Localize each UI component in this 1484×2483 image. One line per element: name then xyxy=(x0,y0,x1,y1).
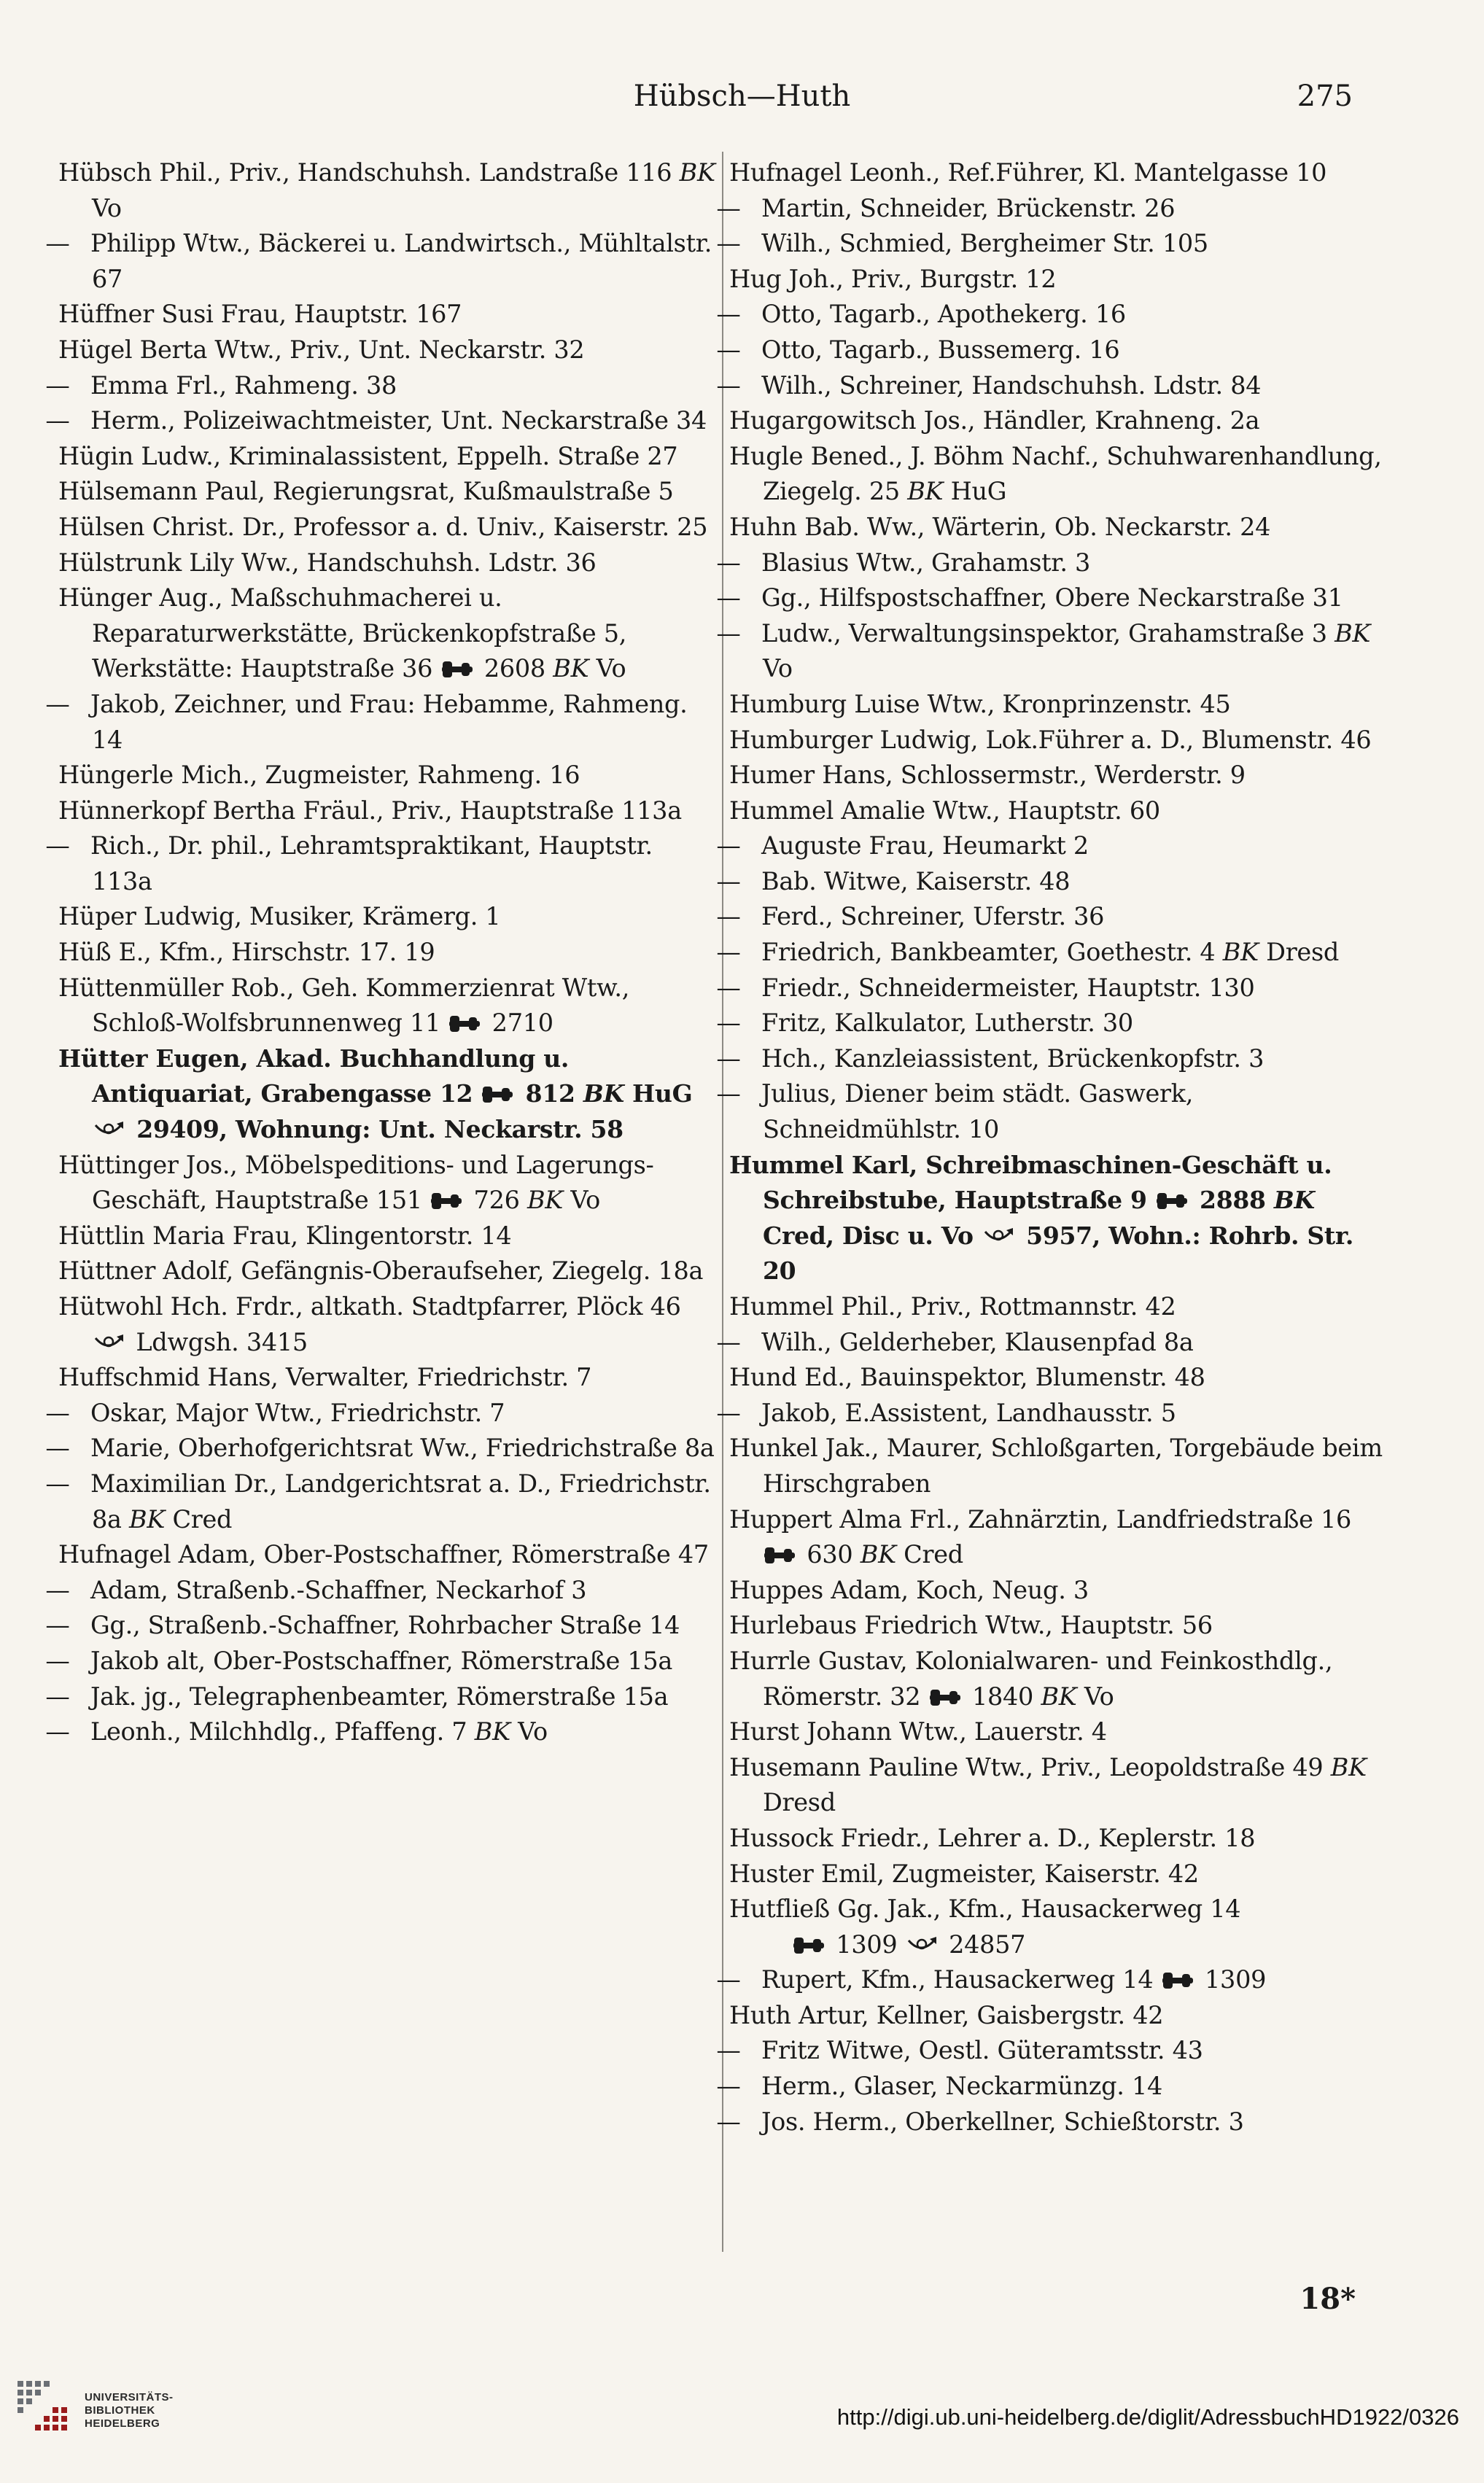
entry-text: Vo xyxy=(1076,1682,1114,1711)
directory-entry xyxy=(729,1644,1389,1714)
entry-text: Herm., Polizeiwachtmeister, Unt. Neckarstraße 34 xyxy=(90,406,707,435)
entry-text: Jakob alt, Ober-Postschaffner, Römerstraße 15a xyxy=(90,1646,673,1675)
ditto-dash: — xyxy=(716,1965,741,1994)
directory-entry xyxy=(45,1573,718,1609)
entry-text: Hurst Johann Wtw., Lauerstr. 4 xyxy=(729,1717,1107,1746)
directory-entry xyxy=(716,1006,1389,1041)
entry-text: Vo xyxy=(588,654,626,683)
entry-text: Hummel Karl, Schreibmaschinen-Geschäft u. Schreibstube, Hauptstraße 9 xyxy=(729,1150,1332,1215)
bank-abbreviation: BK xyxy=(527,1186,563,1215)
directory-entry xyxy=(45,1644,718,1679)
directory-entry xyxy=(58,758,718,793)
ditto-dash: — xyxy=(716,583,741,613)
directory-entry xyxy=(58,1360,718,1396)
bank-abbreviation: BK xyxy=(474,1717,510,1746)
entry-text: Hüß E., Kfm., Hirschstr. 17. 19 xyxy=(58,938,435,967)
ditto-dash: — xyxy=(45,1575,70,1604)
postal-horn-icon xyxy=(93,1121,124,1140)
directory-entry xyxy=(58,1148,718,1219)
entry-text: Hch., Kanzleiassistent, Brückenkopfstr. 3 xyxy=(761,1044,1264,1073)
ditto-dash: — xyxy=(716,1079,741,1108)
directory-entry xyxy=(716,2105,1389,2140)
postal-horn-icon xyxy=(906,1936,937,1955)
directory-entry xyxy=(716,1325,1389,1361)
directory-entry xyxy=(45,403,718,439)
ditto-dash: — xyxy=(716,1044,741,1073)
entry-text: 5957, Wohn.: Rohrb. Str. 20 xyxy=(763,1221,1354,1286)
directory-entry xyxy=(716,368,1389,404)
directory-entry xyxy=(716,899,1389,935)
bank-abbreviation: BK xyxy=(679,158,715,187)
ditto-dash: — xyxy=(716,2036,741,2065)
directory-entry xyxy=(716,226,1389,262)
entry-text: Cred xyxy=(165,1504,233,1534)
directory-entry xyxy=(45,1608,718,1644)
directory-entry xyxy=(729,1998,1389,2034)
entry-text: Hüngerle Mich., Zugmeister, Rahmeng. 16 xyxy=(58,761,580,790)
bank-abbreviation: BK xyxy=(1335,618,1371,648)
entry-text: Julius, Diener beim städt. Gaswerk, Schneidmühlstr. 10 xyxy=(761,1079,1194,1144)
entry-text: 1840 xyxy=(964,1682,1041,1711)
directory-entry xyxy=(58,545,718,581)
telephone-icon xyxy=(442,660,473,679)
entry-text: Vo xyxy=(563,1186,601,1215)
ditto-dash: — xyxy=(716,1327,741,1356)
directory-entry xyxy=(45,226,718,297)
directory-entry xyxy=(58,1219,718,1254)
entry-text: Wilh., Schmied, Bergheimer Str. 105 xyxy=(761,229,1208,258)
ditto-dash: — xyxy=(45,689,70,718)
directory-entry xyxy=(716,2033,1389,2069)
entry-text: Leonh., Milchhdlg., Pfaffeng. 7 xyxy=(90,1717,475,1746)
page-number: 275 xyxy=(1297,79,1353,113)
entry-text: Hüttlin Maria Frau, Klingentorstr. 14 xyxy=(58,1221,512,1250)
ditto-dash: — xyxy=(45,1469,70,1498)
entry-text: Hüper Ludwig, Musiker, Krämerg. 1 xyxy=(58,902,501,931)
entry-text: HuG xyxy=(943,477,1007,506)
ditto-dash: — xyxy=(716,618,741,648)
entry-text: Humburg Luise Wtw., Kronprinzenstr. 45 xyxy=(729,689,1231,718)
directory-entry xyxy=(729,723,1389,758)
ditto-dash: — xyxy=(716,2072,741,2101)
entry-text: Otto, Tagarb., Apothekerg. 16 xyxy=(761,300,1126,329)
entry-text: Hülstrunk Lily Ww., Handschuhsh. Ldstr. 36 xyxy=(58,548,597,577)
entry-text: 24857 xyxy=(941,1930,1026,1959)
entry-text: 29409, Wohnung: Unt. Neckarstr. 58 xyxy=(128,1115,623,1144)
ditto-dash: — xyxy=(45,229,70,258)
directory-entry xyxy=(58,935,718,971)
entry-text: Hummel Amalie Wtw., Hauptstr. 60 xyxy=(729,796,1160,825)
directory-entry xyxy=(45,1396,718,1431)
entry-text: Humer Hans, Schlossermstr., Werderstr. 9 xyxy=(729,761,1246,790)
entry-text: Vo xyxy=(763,654,793,683)
directory-entry xyxy=(58,155,718,226)
directory-entry xyxy=(58,793,718,829)
logo-line: HEIDELBERG xyxy=(85,2417,160,2430)
library-logo-text xyxy=(85,2391,174,2430)
entry-text: Hübsch Phil., Priv., Handschuhsh. Landstraße 116 xyxy=(58,158,680,187)
entry-text: Fritz Witwe, Oestl. Güteramtsstr. 43 xyxy=(761,2036,1203,2065)
entry-text: Ldwgsh. 3415 xyxy=(128,1327,308,1356)
entry-text: Dresd xyxy=(1258,938,1339,967)
directory-entry xyxy=(716,191,1389,227)
ditto-dash: — xyxy=(716,1398,741,1427)
telephone-icon xyxy=(482,1085,513,1104)
ditto-dash: — xyxy=(45,1646,70,1675)
bank-abbreviation: BK xyxy=(553,654,589,683)
entry-text: HuG xyxy=(623,1079,693,1108)
logo-line: BIBLIOTHEK xyxy=(85,2404,155,2417)
entry-text: Hussock Friedr., Lehrer a. D., Keplerstr. 18 xyxy=(729,1823,1256,1852)
directory-entry xyxy=(729,1750,1389,1821)
ditto-dash: — xyxy=(45,1434,70,1463)
entry-text: Auguste Frau, Heumarkt 2 xyxy=(761,831,1089,860)
entry-text: Hülsen Christ. Dr., Professor a. d. Univ., Kaiserstr. 25 xyxy=(58,512,708,541)
directory-entry xyxy=(45,687,718,758)
entry-text: Hugle Bened., J. Böhm Nachf., Schuhwarenhandlung, Ziegelg. 25 xyxy=(729,441,1382,506)
telephone-icon xyxy=(1162,1971,1193,1990)
entry-text: Blasius Wtw., Grahamstr. 3 xyxy=(761,548,1091,577)
directory-entry xyxy=(45,368,718,404)
directory-entry xyxy=(729,1714,1389,1750)
entry-text: Wilh., Schreiner, Handschuhsh. Ldstr. 84 xyxy=(761,370,1262,400)
ditto-dash: — xyxy=(716,973,741,1002)
entry-text: Hüttinger Jos., Möbelspeditions- und Lagerungs-Geschäft, Hauptstraße 151 xyxy=(58,1150,654,1215)
ditto-dash: — xyxy=(45,370,70,400)
postal-horn-icon xyxy=(983,1227,1014,1246)
telephone-icon xyxy=(431,1192,462,1211)
directory-entry xyxy=(716,935,1389,971)
directory-entry xyxy=(45,828,718,899)
ditto-dash: — xyxy=(716,831,741,860)
library-logo xyxy=(16,2374,213,2461)
ditto-dash: — xyxy=(716,1009,741,1038)
directory-entry xyxy=(716,1041,1389,1077)
ditto-dash: — xyxy=(45,1717,70,1746)
entry-text: Gg., Hilfspostschaffner, Obere Neckarstraße 31 xyxy=(761,583,1343,613)
ditto-dash: — xyxy=(716,2107,741,2136)
entry-text: Husemann Pauline Wtw., Priv., Leopoldstraße 49 xyxy=(729,1752,1331,1781)
left-column xyxy=(45,155,718,1750)
signature-mark: 18* xyxy=(1300,2282,1356,2316)
telephone-icon xyxy=(793,1936,824,1955)
entry-text: Dresd xyxy=(763,1788,836,1817)
directory-entry xyxy=(45,1679,718,1715)
directory-entry xyxy=(58,580,718,687)
entry-text: Oskar, Major Wtw., Friedrichstr. 7 xyxy=(90,1398,505,1427)
directory-entry xyxy=(729,687,1389,723)
entry-text: Wilh., Gelderheber, Klausenpfad 8a xyxy=(761,1327,1194,1356)
ditto-dash: — xyxy=(716,370,741,400)
entry-text: Hummel Phil., Priv., Rottmannstr. 42 xyxy=(729,1292,1176,1321)
entry-text: Jakob, E.Assistent, Landhausstr. 5 xyxy=(761,1398,1176,1427)
column-divider xyxy=(722,152,723,2252)
entry-text: Hufnagel Leonh., Ref.Führer, Kl. Mantelgasse 10 xyxy=(729,158,1327,187)
entry-text: 2608 xyxy=(476,654,553,683)
bank-abbreviation: BK xyxy=(1330,1752,1367,1781)
entry-text: Hunkel Jak., Maurer, Schloßgarten, Torgebäude beim Hirschgraben xyxy=(729,1434,1383,1498)
directory-entry xyxy=(716,1962,1389,1998)
directory-entry xyxy=(716,1076,1389,1147)
entry-text: Friedr., Schneidermeister, Hauptstr. 130 xyxy=(761,973,1255,1002)
directory-entry xyxy=(729,758,1389,793)
entry-text: Humburger Ludwig, Lok.Führer a. D., Blumenstr. 46 xyxy=(729,725,1372,754)
entry-text: Hütter Eugen, Akad. Buchhandlung u. Antiquariat, Grabengasse 12 xyxy=(58,1044,570,1108)
bank-abbreviation: BK xyxy=(860,1540,896,1569)
bank-abbreviation: BK xyxy=(1041,1682,1077,1711)
ditto-dash: — xyxy=(716,229,741,258)
entry-text: 2710 xyxy=(484,1009,553,1038)
ditto-dash: — xyxy=(45,1682,70,1711)
ditto-dash: — xyxy=(716,902,741,931)
directory-entry xyxy=(729,1573,1389,1609)
directory-entry xyxy=(716,333,1389,368)
directory-entry xyxy=(729,439,1389,510)
directory-entry xyxy=(58,1537,718,1573)
entry-text: Martin, Schneider, Brückenstr. 26 xyxy=(761,193,1176,222)
entry-text: Jos. Herm., Oberkellner, Schießtorstr. 3 xyxy=(761,2107,1244,2136)
directory-entry xyxy=(729,155,1389,191)
entry-text: 2888 xyxy=(1191,1186,1274,1215)
entry-text: Adam, Straßenb.-Schaffner, Neckarhof 3 xyxy=(90,1575,587,1604)
entry-text: Ferd., Schreiner, Uferstr. 36 xyxy=(761,902,1105,931)
entry-text: Huppes Adam, Koch, Neug. 3 xyxy=(729,1575,1089,1604)
entry-text: Hülsemann Paul, Regierungsrat, Kußmaulstraße 5 xyxy=(58,477,674,506)
bank-abbreviation: BK xyxy=(1222,938,1259,967)
directory-entry xyxy=(729,1502,1389,1573)
ditto-dash: — xyxy=(45,1611,70,1640)
ditto-dash: — xyxy=(45,406,70,435)
telephone-icon xyxy=(930,1688,960,1707)
directory-entry xyxy=(729,1892,1389,1927)
entry-text: Hüffner Susi Frau, Hauptstr. 167 xyxy=(58,300,462,329)
directory-entry xyxy=(58,297,718,333)
entry-text: Jakob, Zeichner, und Frau: Hebamme, Rahmeng. 14 xyxy=(90,689,688,754)
entry-text: Huth Artur, Kellner, Gaisbergstr. 42 xyxy=(729,2000,1164,2029)
entry-text: Hutfließ Gg. Jak., Kfm., Hausackerweg 14 xyxy=(729,1895,1241,1924)
directory-entry xyxy=(729,262,1389,298)
entry-text: Hugargowitsch Jos., Händler, Krahneng. 2a xyxy=(729,406,1260,435)
right-column xyxy=(716,155,1389,2140)
entry-text: Hünnerkopf Bertha Fräul., Priv., Hauptstraße 113a xyxy=(58,796,682,825)
directory-entry xyxy=(58,1041,718,1148)
directory-entry xyxy=(729,1608,1389,1644)
entry-text: Hütwohl Hch. Frdr., altkath. Stadtpfarrer, Plöck 46 xyxy=(58,1292,681,1321)
bank-abbreviation: BK xyxy=(583,1079,624,1108)
entry-text: Hurlebaus Friedrich Wtw., Hauptstr. 56 xyxy=(729,1611,1213,1640)
directory-entry xyxy=(716,1396,1389,1431)
directory-entry xyxy=(729,1857,1389,1892)
entry-text: Hüttner Adolf, Gefängnis-Oberaufseher, Ziegelg. 18a xyxy=(58,1256,704,1286)
directory-entry xyxy=(58,439,718,475)
entry-text: 1309 xyxy=(1197,1965,1267,1994)
directory-entry xyxy=(58,1289,718,1360)
entry-text: Hurrle Gustav, Kolonialwaren- und Feinkosthdlg., Römerstr. 32 xyxy=(729,1646,1333,1711)
directory-entry xyxy=(729,510,1389,545)
directory-entry xyxy=(716,580,1389,616)
entry-text: Otto, Tagarb., Bussemerg. 16 xyxy=(761,335,1120,364)
entry-text: Jak. jg., Telegraphenbeamter, Römerstraße 15a xyxy=(90,1682,669,1711)
entry-text: Herm., Glaser, Neckarmünzg. 14 xyxy=(761,2072,1162,2101)
entry-text: Maximilian Dr., Landgerichtsrat a. D., Friedrichstr. 8a xyxy=(90,1469,711,1534)
entry-text: 726 xyxy=(466,1186,527,1215)
entry-text: Rupert, Kfm., Hausackerweg 14 xyxy=(761,1965,1161,1994)
entry-text: Philipp Wtw., Bäckerei u. Landwirtsch., Mühltalstr. 67 xyxy=(90,229,712,293)
entry-text: Gg., Straßenb.-Schaffner, Rohrbacher Straße 14 xyxy=(90,1611,680,1640)
ditto-dash: — xyxy=(716,938,741,967)
library-logo-icon xyxy=(16,2379,74,2438)
directory-entry xyxy=(716,297,1389,333)
directory-entry xyxy=(716,616,1389,687)
directory-entry xyxy=(58,971,718,1041)
directory-entry xyxy=(45,1431,718,1466)
ditto-dash: — xyxy=(716,548,741,577)
entry-text: Cred, Disc u. Vo xyxy=(763,1221,982,1250)
entry-text: Vo xyxy=(510,1717,548,1746)
ditto-dash: — xyxy=(716,300,741,329)
ditto-dash: — xyxy=(45,1398,70,1427)
entry-text: Hug Joh., Priv., Burgstr. 12 xyxy=(729,264,1057,293)
directory-entry xyxy=(729,1431,1389,1501)
ditto-dash: — xyxy=(45,831,70,860)
entry-text: Ludw., Verwaltungsinspektor, Grahamstraße 3 xyxy=(761,618,1335,648)
bank-abbreviation: BK xyxy=(1273,1186,1315,1215)
entry-text: Hufnagel Adam, Ober-Postschaffner, Römerstraße 47 xyxy=(58,1540,709,1569)
directory-entry xyxy=(716,971,1389,1006)
ditto-dash: — xyxy=(716,193,741,222)
page-header xyxy=(0,76,1484,117)
entry-text: Vo xyxy=(92,193,122,222)
bank-abbreviation: BK xyxy=(129,1504,166,1534)
directory-entry xyxy=(58,333,718,368)
entry-text: Hügin Ludw., Kriminalassistent, Eppelh. Straße 27 xyxy=(58,441,678,470)
entry-text: Hüttenmüller Rob., Geh. Kommerzienrat Wtw., Schloß-Wolfsbrunnenweg 11 xyxy=(58,973,630,1038)
entry-text: Hünger Aug., Maßschuhmacherei u. Reparaturwerkstätte, Brückenkopfstraße 5, Werkstätte: Hauptstraße 36 xyxy=(58,583,627,683)
directory-entry xyxy=(58,510,718,545)
entry-text: Huffschmid Hans, Verwalter, Friedrichstr. 7 xyxy=(58,1363,592,1392)
entry-text: Huster Emil, Zugmeister, Kaiserstr. 42 xyxy=(729,1859,1199,1888)
directory-entry xyxy=(716,2069,1389,2105)
running-title: Hübsch—Huth xyxy=(633,79,851,113)
entry-text: 812 xyxy=(517,1079,583,1108)
entry-text: Emma Frl., Rahmeng. 38 xyxy=(90,370,397,400)
source-url[interactable]: http://digi.ub.uni-heidelberg.de/diglit/AdressbuchHD1922/0326 xyxy=(836,2404,1459,2430)
entry-text: 630 xyxy=(799,1540,861,1569)
ditto-dash: — xyxy=(716,335,741,364)
directory-entry xyxy=(716,545,1389,581)
entry-text: Fritz, Kalkulator, Lutherstr. 30 xyxy=(761,1009,1133,1038)
entry-text: Cred xyxy=(896,1540,963,1569)
entry-text: Huppert Alma Frl., Zahnärztin, Landfriedstraße 16 xyxy=(729,1504,1351,1534)
directory-entry xyxy=(716,864,1389,900)
directory-entry xyxy=(729,1360,1389,1396)
directory-entry xyxy=(729,1148,1389,1289)
postal-horn-icon xyxy=(93,1334,124,1353)
directory-entry xyxy=(729,403,1389,439)
telephone-icon xyxy=(764,1546,795,1565)
directory-entry xyxy=(45,1714,718,1750)
directory-entry xyxy=(729,793,1389,829)
telephone-icon xyxy=(1157,1192,1187,1211)
telephone-icon xyxy=(449,1014,480,1033)
ditto-dash: — xyxy=(716,866,741,895)
directory-entry xyxy=(58,899,718,935)
logo-line: UNIVERSITÄTS- xyxy=(85,2391,174,2404)
entry-text: Friedrich, Bankbeamter, Goethestr. 4 xyxy=(761,938,1223,967)
entry-text: 1309 xyxy=(828,1930,905,1959)
entry-text: Huhn Bab. Ww., Wärterin, Ob. Neckarstr. 24 xyxy=(729,512,1271,541)
entry-text: Rich., Dr. phil., Lehramtspraktikant, Hauptstr. 113a xyxy=(90,831,653,895)
directory-entry xyxy=(58,1254,718,1289)
directory-entry xyxy=(45,1466,718,1537)
entry-text: Hügel Berta Wtw., Priv., Unt. Neckarstr. 32 xyxy=(58,335,585,364)
directory-entry xyxy=(58,474,718,510)
bank-abbreviation: BK xyxy=(907,477,944,506)
directory-entry xyxy=(729,1289,1389,1325)
directory-entry xyxy=(729,1927,1389,1963)
entry-text: Marie, Oberhofgerichtsrat Ww., Friedrichstraße 8a xyxy=(90,1434,715,1463)
directory-entry xyxy=(716,828,1389,864)
entry-text: Bab. Witwe, Kaiserstr. 48 xyxy=(761,866,1071,895)
directory-entry xyxy=(729,1821,1389,1857)
entry-text: Hund Ed., Bauinspektor, Blumenstr. 48 xyxy=(729,1363,1205,1392)
